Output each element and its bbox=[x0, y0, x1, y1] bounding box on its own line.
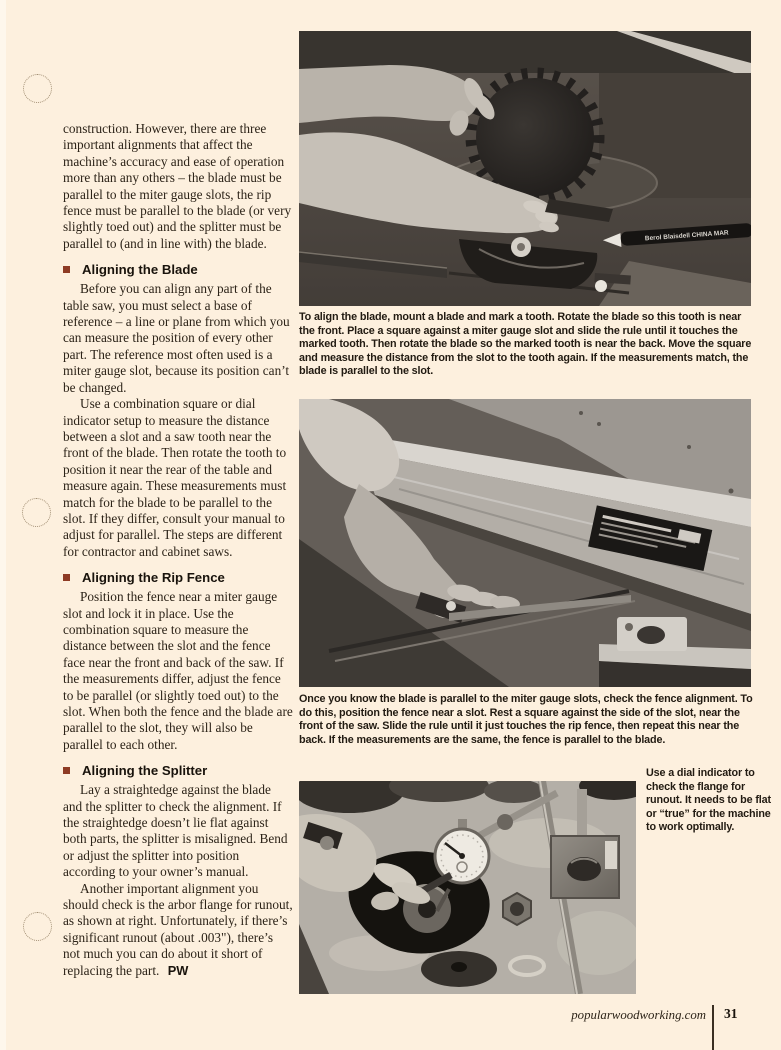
intro-paragraph: construction. However, there are three important alignments that affect the machine’s accuracy and ease of operation more than any others – the blade must be parallel to the miter gauge slots, the rip fence must be parallel to the blade (or very slightly toed out) and the splitter must be parallel to (and in line with) the blade. bbox=[63, 121, 292, 251]
figure-caption-blade: To align the blade, mount a blade and mark a tooth. Rotate the blade so this tooth is near the front. Place a square against a miter gauge slot and slide the rule until it touches the marked tooth. Then rotate the blade so the marked tooth is near the back. Move the square and measure the distance from the slot to the tooth again. If the measurements match, the blade is parallel to the slot. bbox=[299, 311, 752, 378]
body-paragraph: Use a combination square or dial indicator setup to measure the distance between a slot and a saw tooth near the front of the blade. Then rotate the tooth to position it near the rear of the table and measure again. These measurements must match for the blade to be parallel to the slot. If they differ, consult your manual to adjust for parallel. The steps are different for contractor and cabinet saws. bbox=[63, 396, 287, 559]
section-bullet-icon bbox=[63, 767, 70, 774]
runout-check-photo bbox=[299, 781, 636, 994]
body-paragraph: Another important alignment you should check is the arbor flange for runout, as shown at right. Unfortunately, if there’s significant runout (about .003"), there’s not much you can do about it short of replacing the part. PW bbox=[63, 880, 293, 978]
section-heading-label: Aligning the Splitter bbox=[82, 763, 208, 779]
pencil-brand-text: Berol Blaisdell CHINA MAR bbox=[644, 229, 729, 243]
punch-hole-circle bbox=[23, 74, 52, 103]
article-column bbox=[63, 121, 293, 979]
footer-divider bbox=[712, 1005, 714, 1050]
section-heading-label: Aligning the Blade bbox=[82, 262, 198, 278]
fence-alignment-photo bbox=[299, 399, 751, 687]
punch-hole-circle bbox=[22, 498, 51, 527]
page-number: 31 bbox=[724, 1006, 738, 1021]
body-paragraph: Before you can align any part of the table saw, you must select a base of reference – a line or plane from which you can measure the position of every other part. The reference most often used is a miter gauge slot, because its position can’t be changed. bbox=[63, 281, 290, 395]
end-mark: PW bbox=[167, 962, 189, 978]
footer-website: popularwoodworking.com bbox=[571, 1008, 706, 1022]
body-paragraph: Lay a straightedge against the blade and the splitter to check the alignment. If the straightedge doesn’t lie flat against both parts, the splitter is misaligned. Bend or adjust the splitter into position according to your owner’s manual. bbox=[63, 782, 288, 880]
figure-caption-runout: Use a dial indicator to check the flange for runout. It needs to be flat or “true” for the machine to work optimally. bbox=[646, 767, 771, 834]
section-heading-label: Aligning the Rip Fence bbox=[82, 570, 225, 586]
section-heading-splitter bbox=[63, 763, 293, 778]
section-heading-rip-fence bbox=[63, 570, 293, 585]
figure-caption-fence: Once you know the blade is parallel to the miter gauge slots, check the fence alignment. To do this, position the fence near a slot. Rest a square against the side of the slot, near the front of the saw. Slide the rule until it just touches the rip fence, then repeat this near the back. If the measurements are the same, the fence is parallel to the blade. bbox=[299, 693, 753, 746]
hex-nut bbox=[503, 893, 531, 925]
section-bullet-icon bbox=[63, 574, 70, 581]
blade-alignment-photo bbox=[299, 31, 751, 306]
section-heading-blade bbox=[63, 262, 293, 277]
section-bullet-icon bbox=[63, 266, 70, 273]
body-paragraph: Position the fence near a miter gauge slot and lock it in place. Use the combination square to measure the distance between the slot and the fence face near the front and back of the saw. If the measurements differ, adjust the fence to be parallel (or slightly toed out) to the slot. When both the fence and the blade are parallel to the slot, they will also be parallel to each other. bbox=[63, 589, 293, 752]
punch-hole-circle bbox=[23, 912, 52, 941]
page-edge bbox=[0, 0, 6, 1050]
